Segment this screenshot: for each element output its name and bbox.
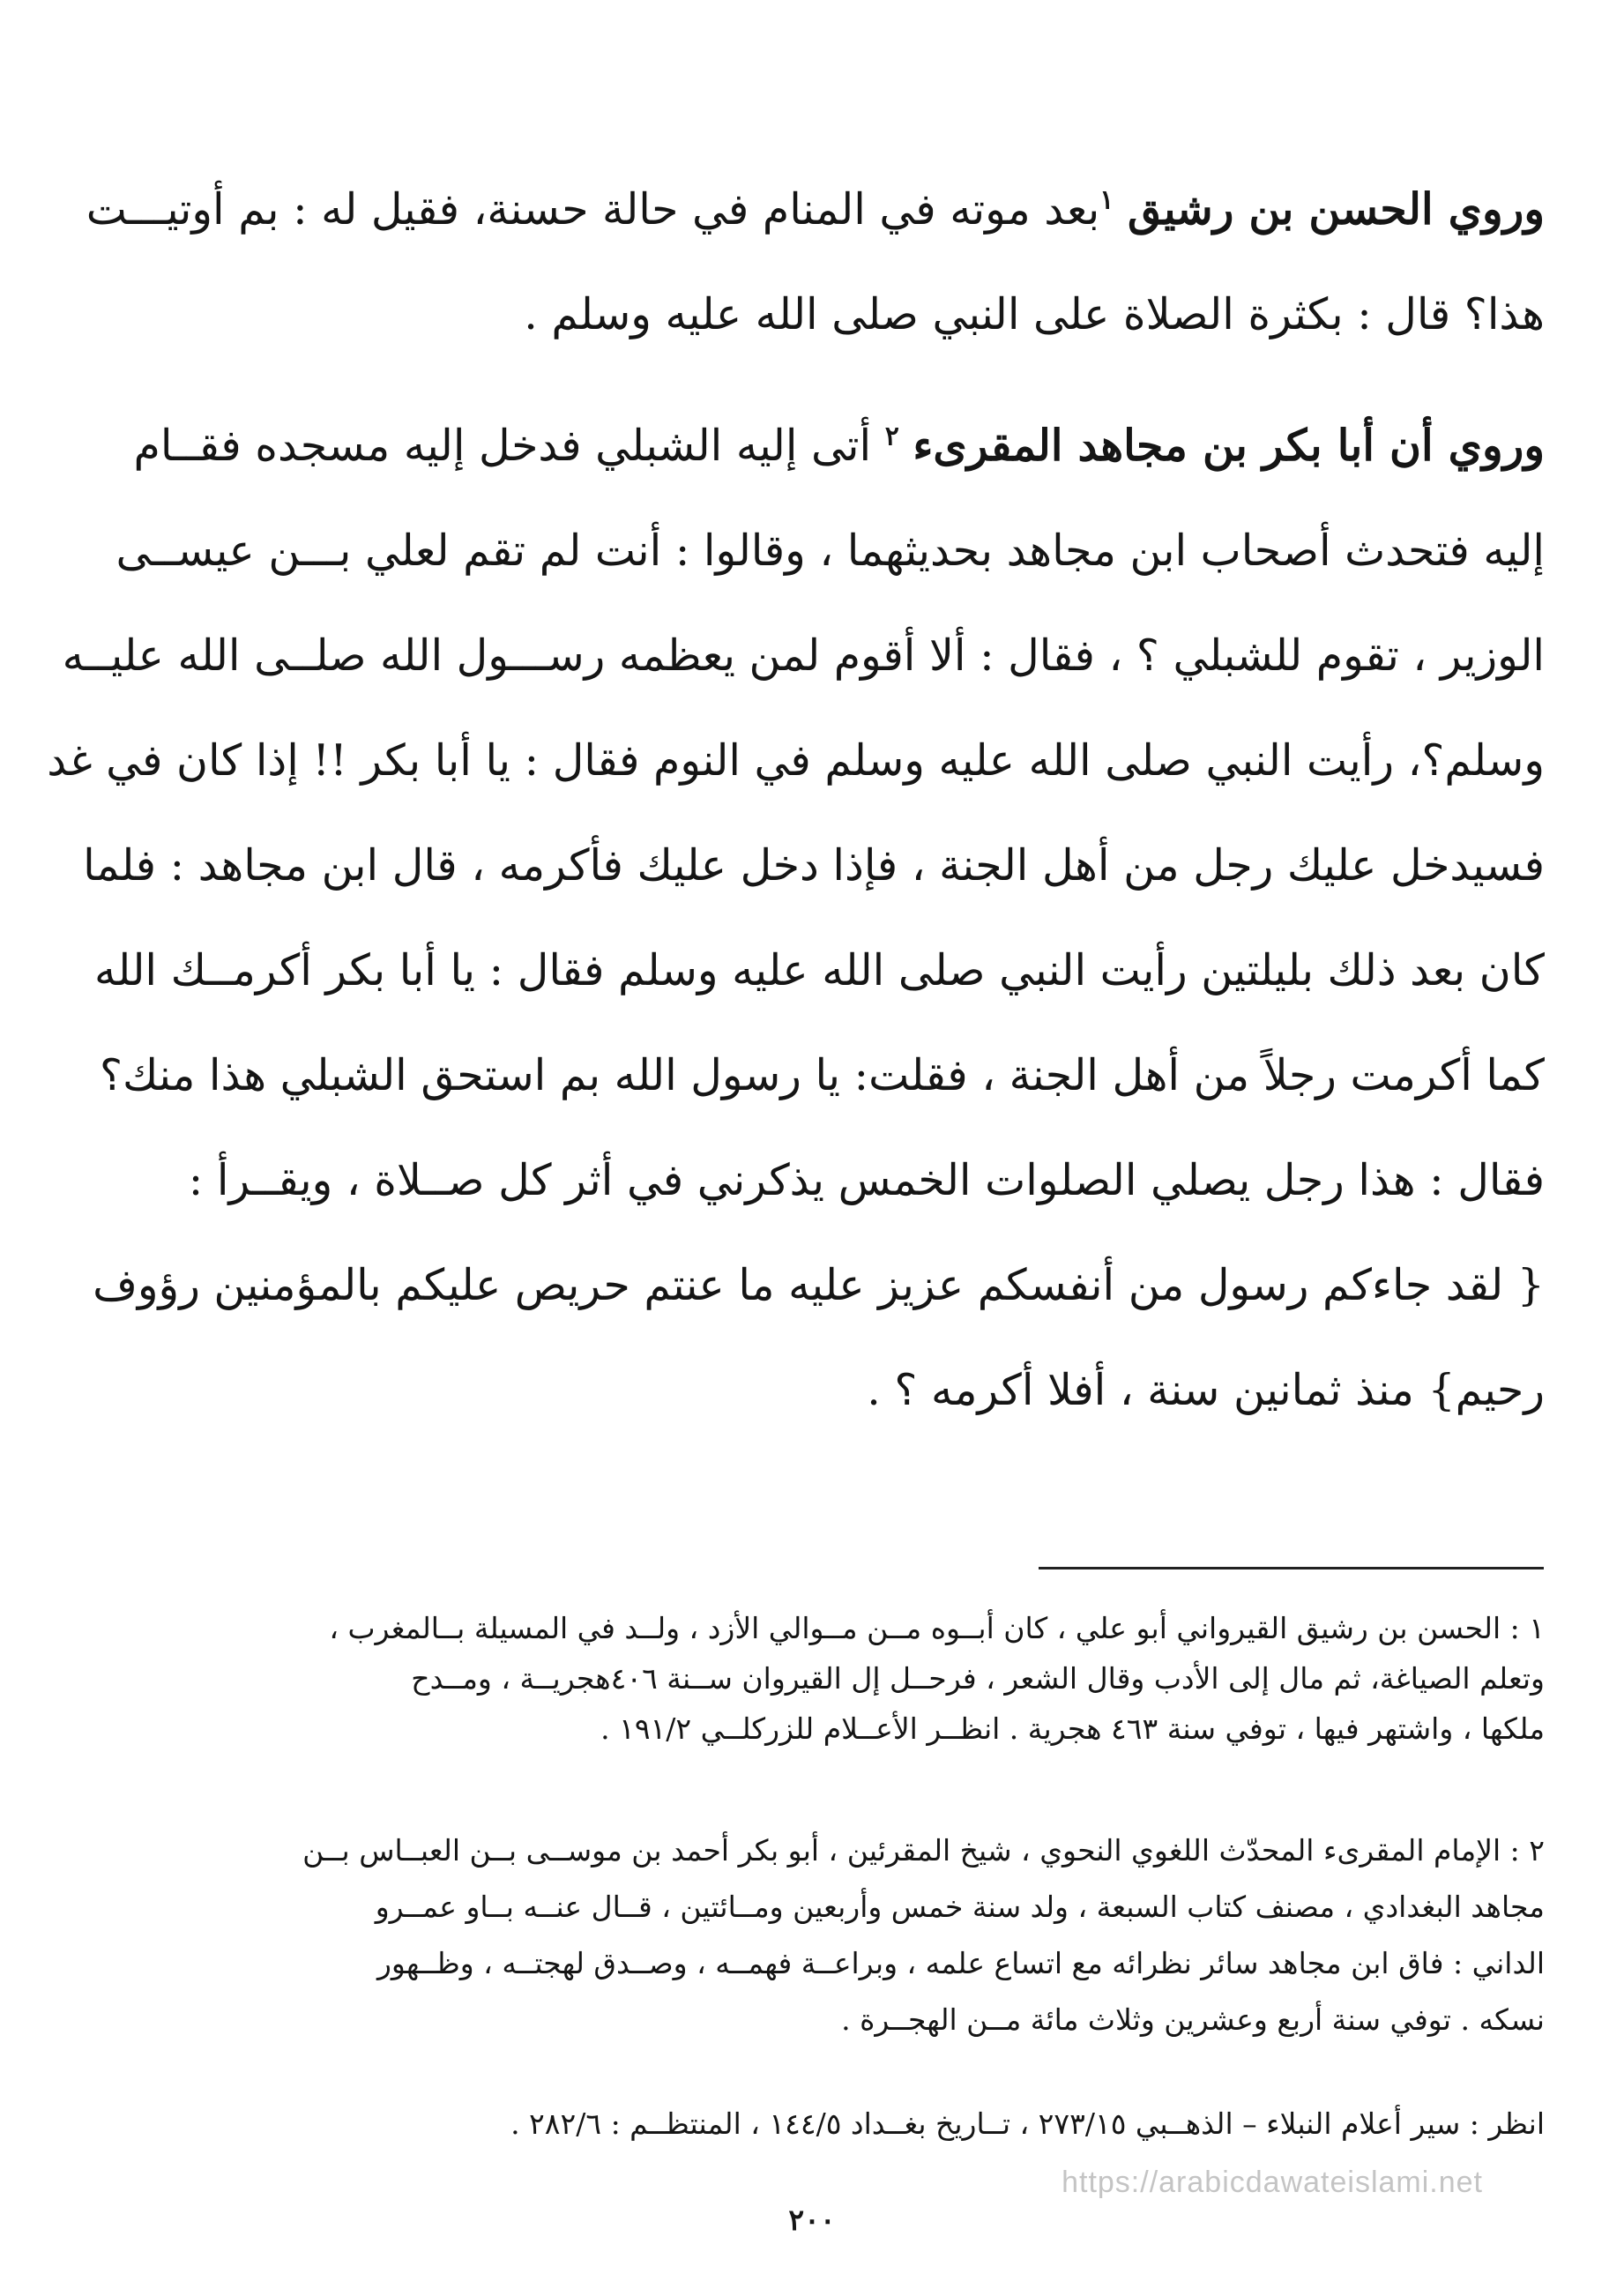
footnote-line: ملكها ، واشتهر فيها ، توفي سنة ٤٦٣ هجرية . انظــر الأعــلام للزركلــي ١٩١/٢ . — [600, 1711, 1545, 1746]
footnote-2 — [55, 1823, 1545, 2048]
text-line: إليه فتحدث أصحاب ابن مجاهد بحديثهما ، وقالوا : أنت لم تقم لعلي بـــن عيســى — [115, 526, 1545, 576]
text-line: فقال : هذا رجل يصلي الصلوات الخمس يذكرني في أثر كل صــلاة ، ويقــرأ : — [188, 1155, 1545, 1205]
footnote-1 — [55, 1603, 1545, 1754]
highlighted-name: وروي أن أبا بكر بن مجاهد المقرىء — [913, 420, 1545, 471]
text-line: كان بعد ذلك بليلتين رأيت النبي صلى الله عليه وسلم فقال : يا أبا بكر أكرمــك الله — [94, 945, 1545, 995]
footnote-line: انظر : سير أعلام النبلاء – الذهــبي ٢٧٣/١٥ ، تــاريخ بغــداد ١٤٤/٥ ، المنتظــم : ٢٨٢/٦ . — [510, 2106, 1545, 2141]
page-number: ٢٠٠ — [788, 2203, 836, 2237]
highlighted-name: وروي الحسن بن رشيق — [1127, 183, 1545, 235]
footnote-reference — [55, 2099, 1545, 2149]
footnote-separator — [1039, 1567, 1544, 1569]
paragraph-ibn-mujahid — [47, 393, 1545, 1443]
footnote-marker: ٢ — [884, 421, 899, 452]
footnote-line: الداني : فاق ابن مجاهد سائر نظرائه مع اتساع علمه ، وبراعــة فهمــه ، وصــدق لهجتــه ، وظــهور — [376, 1946, 1545, 1980]
watermark-url: https://arabicdawateislami.net — [1062, 2166, 1483, 2199]
paragraph-ibn-rashiq — [55, 157, 1545, 367]
text-segment: أتى إليه الشبلي فدخل إليه مسجده فقــام — [133, 421, 872, 471]
text-line: الوزير ، تقوم للشبلي ؟ ، فقال : ألا أقوم لمن يعظمه رســـول الله صلــى الله عليــه — [62, 630, 1545, 681]
footnote-line: ١ : الحسن بن رشيق القيرواني أبو علي ، كان أبــوه مــن مــوالي الأزد ، ولــد في المسيلة بــالمغرب ، — [329, 1611, 1545, 1645]
text-line — [55, 157, 1545, 262]
footnote-line: مجاهد البغدادي ، مصنف كتاب السبعة ، ولد سنة خمس وأربعين ومــائتين ، قــال عنــه بــاو عمــرو — [375, 1890, 1545, 1924]
text-line: رحيم} منذ ثمانين سنة ، أفلا أكرمه ؟ . — [867, 1365, 1545, 1415]
footnote-line: وتعلم الصياغة، ثم مال إلى الأدب وقال الشعر ، فرحــل إل القيروان ســنة ٤٠٦هجريــة ، ومــدح — [411, 1661, 1545, 1696]
text-line: وسلم؟، رأيت النبي صلى الله عليه وسلم في النوم فقال : يا أبا بكر !! إذا كان في غد — [47, 735, 1545, 786]
text-line — [55, 393, 1545, 498]
text-line: { لقد جاءكم رسول من أنفسكم عزيز عليه ما عنتم حريص عليكم بالمؤمنين رؤوف — [93, 1260, 1545, 1310]
text-line: هذا؟ قال : بكثرة الصلاة على النبي صلى الله عليه وسلم . — [524, 289, 1545, 339]
text-line: كما أكرمت رجلاً من أهل الجنة ، فقلت: يا رسول الله بم استحق الشبلي هذا منك؟ — [99, 1050, 1545, 1100]
text-line: فسيدخل عليك رجل من أهل الجنة ، فإذا دخل عليك فأكرمه ، قال ابن مجاهد : فلما — [83, 840, 1545, 891]
footnote-line: ٢ : الإمام المقرىء المحدّث اللغوي النحوي ، شيخ المقرئين ، أبو بكر أحمد بن موســى بــن العبــاس بــن — [302, 1833, 1545, 1868]
footnote-marker: ١ — [1099, 184, 1114, 216]
text-segment: بعد موته في المنام في حالة حسنة، فقيل له : بم أوتيـــت — [86, 184, 1100, 235]
footnote-line: نسكه . توفي سنة أربع وعشرين وثلاث مائة مــن الهجــرة . — [841, 2002, 1545, 2037]
